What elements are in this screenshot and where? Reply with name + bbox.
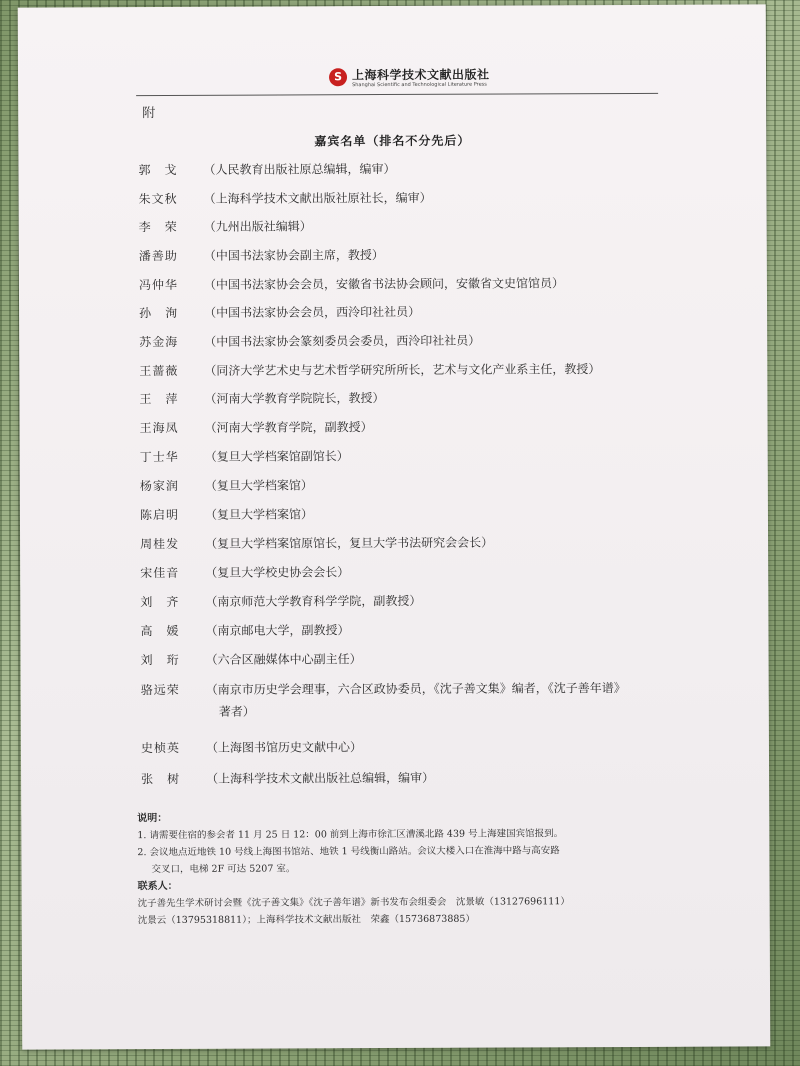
guest-row xyxy=(21,767,769,790)
guest-description: （复旦大学档案馆副馆长） xyxy=(204,449,349,464)
guest-row xyxy=(20,532,768,555)
publisher-name-en: Shanghai Scientific and Technological Literature Press xyxy=(352,81,487,89)
guest-description: （复旦大学校史协会会长） xyxy=(205,565,350,580)
guest-description: （同济大学艺术史与艺术哲学研究所所长，艺术与文化产业系主任，教授） xyxy=(204,362,601,378)
notes-item: 2. 会议地点近地铁 10 号线上海图书馆站、地铁 1 号线衡山路站。会议大楼入口在淮海中路与高安路 xyxy=(137,845,560,859)
guest-description: （复旦大学档案馆） xyxy=(204,478,313,493)
guest-description: （河南大学教育学院院长，教授） xyxy=(204,391,385,406)
guest-name: 史桢英 xyxy=(140,740,181,756)
guest-name: 高 媛 xyxy=(140,623,180,639)
contact-line: 沈子善先生学术研讨会暨《沈子善文集》《沈子善年谱》新书发布会组委会 沈景敏（13127696111） xyxy=(137,896,570,910)
guest-name: 刘 齐 xyxy=(140,594,180,610)
publisher-name-cn: 上海科学技术文献出版社 xyxy=(351,67,490,83)
guest-row xyxy=(19,387,767,410)
guest-row xyxy=(19,330,767,353)
publisher-logo-icon: S xyxy=(329,68,347,86)
guest-row xyxy=(20,561,768,584)
guest-list-title: 嘉宾名单（排名不分先后） xyxy=(314,133,471,149)
guest-name: 刘 珩 xyxy=(140,652,180,668)
guest-name: 王海凤 xyxy=(139,420,179,436)
header-divider xyxy=(136,93,658,96)
guest-description: （南京邮电大学，副教授） xyxy=(205,623,350,638)
publisher-header xyxy=(18,59,766,102)
guest-description: （复旦大学档案馆原馆长，复旦大学书法研究会会长） xyxy=(205,535,494,551)
guest-description: （中国书法家协会篆刻委员会委员，西泠印社社员） xyxy=(204,333,481,349)
guest-row xyxy=(21,736,769,759)
guest-description: （上海科学技术文献出版社原社长，编审） xyxy=(203,190,432,206)
guest-description: （上海科学技术文献出版社总编辑，编审） xyxy=(206,770,435,786)
guest-row xyxy=(19,215,767,238)
contacts-heading: 联系人： xyxy=(137,880,178,893)
guest-description-continued: 著者） xyxy=(218,704,255,719)
appendix-label: 附 xyxy=(142,106,156,122)
guest-description: （人民教育出版社原总编辑，编审） xyxy=(203,161,396,177)
guest-name: 宋佳音 xyxy=(140,565,180,581)
guest-row xyxy=(20,445,768,468)
guest-description: （河南大学教育学院，副教授） xyxy=(204,420,373,435)
contact-line: 沈景云（13795318811）；上海科学技术文献出版社 荣鑫（15736873885） xyxy=(137,913,475,927)
guest-row xyxy=(19,359,767,382)
guest-name: 郭 戈 xyxy=(138,162,178,178)
notes-heading: 说明： xyxy=(137,812,168,825)
guest-row xyxy=(20,503,768,526)
guest-row xyxy=(20,474,768,497)
notes-item: 1. 请需要住宿的参会者 11 月 25 日 12：00 前到上海市徐汇区漕溪北路 439 号上海建国宾馆报到。 xyxy=(137,828,564,842)
guest-description: （中国书法家协会会员，安徽省书法协会顾问，安徽省文史馆馆员） xyxy=(203,276,564,292)
guest-name: 冯仲华 xyxy=(138,277,178,293)
guest-name: 周桂发 xyxy=(140,536,180,552)
guest-row xyxy=(19,244,767,267)
guest-name: 陈启明 xyxy=(139,507,179,523)
guest-name: 骆远荣 xyxy=(140,682,180,698)
guest-row xyxy=(20,416,768,439)
guest-description: （九州出版社编辑） xyxy=(203,219,312,234)
guest-row xyxy=(19,187,767,210)
guest-name: 朱文秋 xyxy=(138,191,178,207)
guest-row xyxy=(21,648,769,671)
guest-row xyxy=(20,619,768,642)
guest-row xyxy=(19,301,767,324)
notes-item-continued: 交叉口，电梯 2F 可达 5207 室。 xyxy=(151,863,296,876)
guest-name: 李 荣 xyxy=(138,219,178,235)
guest-row xyxy=(20,590,768,613)
guest-name: 杨家润 xyxy=(139,478,179,494)
guest-name: 张 树 xyxy=(141,771,181,787)
guest-description: （中国书法家协会会员，西泠印社社员） xyxy=(204,304,421,320)
guest-description: （复旦大学档案馆） xyxy=(204,507,313,522)
guest-name: 苏金海 xyxy=(139,334,179,350)
guest-row xyxy=(18,158,766,181)
guest-description: （上海图书馆历史文献中心） xyxy=(205,740,363,755)
guest-row xyxy=(19,273,767,296)
guest-name: 王蔷薇 xyxy=(139,363,179,379)
guest-name: 潘善助 xyxy=(138,248,178,264)
guest-description: （南京师范大学教育科学学院，副教授） xyxy=(205,593,422,609)
notes-section xyxy=(137,808,718,930)
guest-name: 孙 洵 xyxy=(139,305,179,321)
guest-description: （中国书法家协会副主席，教授） xyxy=(203,248,384,263)
guest-description: （南京市历史学会理事，六合区政协委员，《沈子善文集》编者，《沈子善年谱》 xyxy=(205,680,626,697)
guest-description: （六合区融媒体中心副主任） xyxy=(205,652,362,667)
guest-name: 丁士华 xyxy=(139,449,179,465)
guest-name: 王 萍 xyxy=(139,391,179,407)
document-page xyxy=(18,4,771,1049)
guest-row xyxy=(21,678,769,725)
